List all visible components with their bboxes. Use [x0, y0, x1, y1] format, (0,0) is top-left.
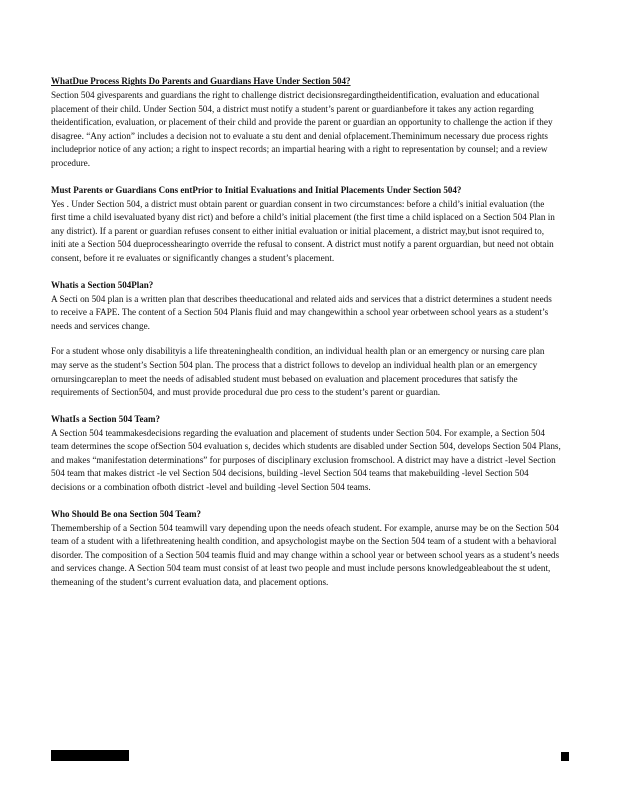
section-paragraph-504-team: A Section 504 teammakesdecisions regarding the evaluation and placement of students under Section 504. For example, a Section 504 team determines the scope ofSection 504 evaluation s, decides which students are disabled under Section 504, develops Section 504 Plans, and makes “manifestation determinations” for purposes of disciplinary exclusion fromschool. A district may have a district -level Section 504 team that makes district -le vel Section 504 decisions, building -level Section 504 teams that makebuilding -level Section 504 decisions or a combination ofboth district -level and building -level Section 504 teams.: [51, 427, 561, 493]
section-paragraph-504-plan-2: For a student whose only disabilityis a life threateninghealth condition, an individual health plan or an emergency or nursing care plan may serve as the student’s Section 504 plan. The process that a district follows to develop an individual health plan or an emergency ornursingcareplan to meet the needs of adisabled student must bebased on evaluation and placement procedures that satisfy the requirements of Section504, and must provide procedural due pro cess to the student’s parent or guardian.: [51, 346, 545, 398]
footer-page-marker: [561, 752, 569, 761]
section-heading-consent: Must Parents or Guardians Cons entPrior to Initial Evaluations and Initial Placements Under Section 504?: [51, 184, 462, 195]
section-paragraph-team-members: Themembership of a Section 504 teamwill vary depending upon the needs ofeach student. For example, anurse may be on the Section 504 team of a student with a lifethreatening health condition, and apsychologist maybe on the Section 504 team of a student with a behavioral disorder. The composition of a Section 504 teamis fluid and may change within a school year or between school years as a student’s needs and services change. A Section 504 team must consist of at least two people and must include persons knowledgeableabout the st udent, themeaning of the student’s current evaluation data, and placement options.: [51, 522, 560, 588]
section-heading-due-process: WhatDue Process Rights Do Parents and Guardians Have Under Section 504?: [51, 76, 351, 86]
document-page: [51, 76, 561, 604]
section-heading-504-plan: Whatis a Section 504Plan?: [51, 279, 154, 290]
footer-redaction-bar: [51, 750, 129, 761]
section-paragraph-504-plan-1: A Secti on 504 plan is a written plan that describes theeducational and related aids and services that a district determines a student needs to receive a FAPE. The content of a Section 504 Planis fluid and may changewithin a school year orbetween school years as a student’s needs and services change.: [51, 293, 552, 331]
section-heading-504-team: WhatIs a Section 504 Team?: [51, 413, 161, 424]
section-paragraph-due-process: Section 504 givesparents and guardians the right to challenge district decisionsregardingtheidentification, evaluation and educational placement of their child. Under Section 504, a district must notify a student’s parent or guardianbefore it takes any action regarding theidentification, evaluation, or placement of their child and provide the parent or guardian an opportunity to challenge the action if they disagree. “Any action” includes a decision not to evaluate a stu dent and denial ofplacement.Theminimum necessary due process rights includeprior notice of any action; a right to inspect records; an impartial hearing with a right to representation by counsel; and a review procedure.: [51, 90, 553, 168]
section-heading-team-members: Who Should Be ona Section 504 Team?: [51, 508, 202, 519]
section-paragraph-consent: Yes . Under Section 504, a district must obtain parent or guardian consent in two circumstances: before a child’s initial evaluation (the first time a child isevaluated byany dist rict) and before a child’s initial placement (the first time a child isplaced on a Section 504 Plan in any district). If a parent or guardian refuses consent to either initial evaluation or initial placement, a district may,but isnot required to, initi ate a Section 504 dueprocesshearingto override the refusal to consent. A district must notify a parent orguardian, but need not obtain consent, before it re evaluates or significantly changes a student’s placement.: [51, 198, 555, 263]
